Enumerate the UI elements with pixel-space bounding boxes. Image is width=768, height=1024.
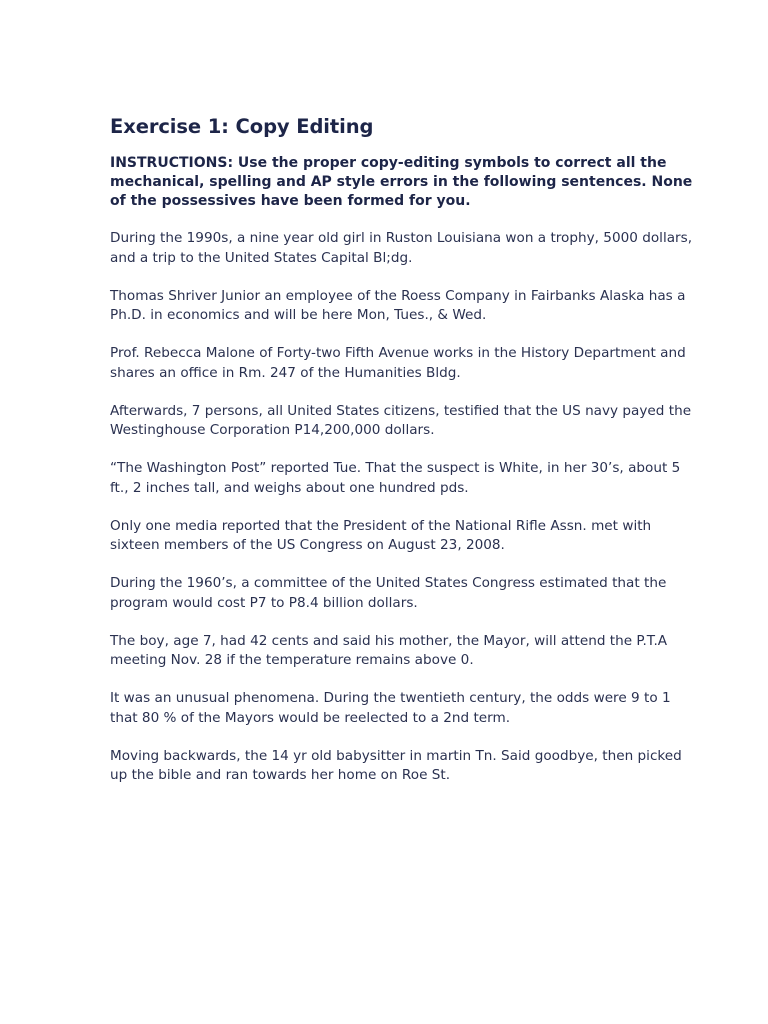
- sentence-1: During the 1990s, a nine year old girl in Ruston Louisiana won a trophy, 5000 dollars, and a trip to the United States Capital Bl;dg.: [110, 230, 693, 266]
- sentence-3: Prof. Rebecca Malone of Forty-two Fifth Avenue works in the History Department and shares an office in Rm. 247 of the Humanities Bldg.: [110, 345, 686, 381]
- sentence-10: Moving backwards, the 14 yr old babysitter in martin Tn. Said goodbye, then picked up the bible and ran towards her home on Roe St.: [110, 747, 682, 783]
- document-content: [110, 114, 700, 804]
- sentence-9: It was an unusual phenomena. During the twentieth century, the odds were 9 to 1 that 80 % of the Mayors would be reelected to a 2nd term.: [110, 690, 671, 726]
- sentence-4: Afterwards, 7 persons, all United States citizens, testified that the US navy payed the Westinghouse Corporation P14,200,000 dollars.: [110, 402, 692, 438]
- sentence-list: [110, 229, 700, 786]
- instructions-text: Use the proper copy-editing symbols to correct all the mechanical, spelling and AP style errors in the following sentences. None of the possessives have been formed for you.: [110, 155, 693, 209]
- sentence-7: During the 1960’s, a committee of the United States Congress estimated that the program would cost P7 to P8.4 billion dollars.: [110, 575, 667, 611]
- instructions-label: INSTRUCTIONS:: [110, 155, 234, 171]
- document-title: Exercise 1: Copy Editing: [110, 115, 374, 138]
- sentence-5: “The Washington Post” reported Tue. That the suspect is White, in her 30’s, about 5 ft., 2 inches tall, and weighs about one hundred pds.: [110, 460, 681, 496]
- sentence-6: Only one media reported that the President of the National Rifle Assn. met with sixteen members of the US Congress on August 23, 2008.: [110, 517, 652, 553]
- instructions-paragraph: [110, 154, 700, 211]
- sentence-2: Thomas Shriver Junior an employee of the Roess Company in Fairbanks Alaska has a Ph.D. in economics and will be here Mon, Tues., & Wed.: [110, 287, 686, 323]
- sentence-8: The boy, age 7, had 42 cents and said his mother, the Mayor, will attend the P.T.A meeting Nov. 28 if the temperature remains above 0.: [110, 632, 668, 668]
